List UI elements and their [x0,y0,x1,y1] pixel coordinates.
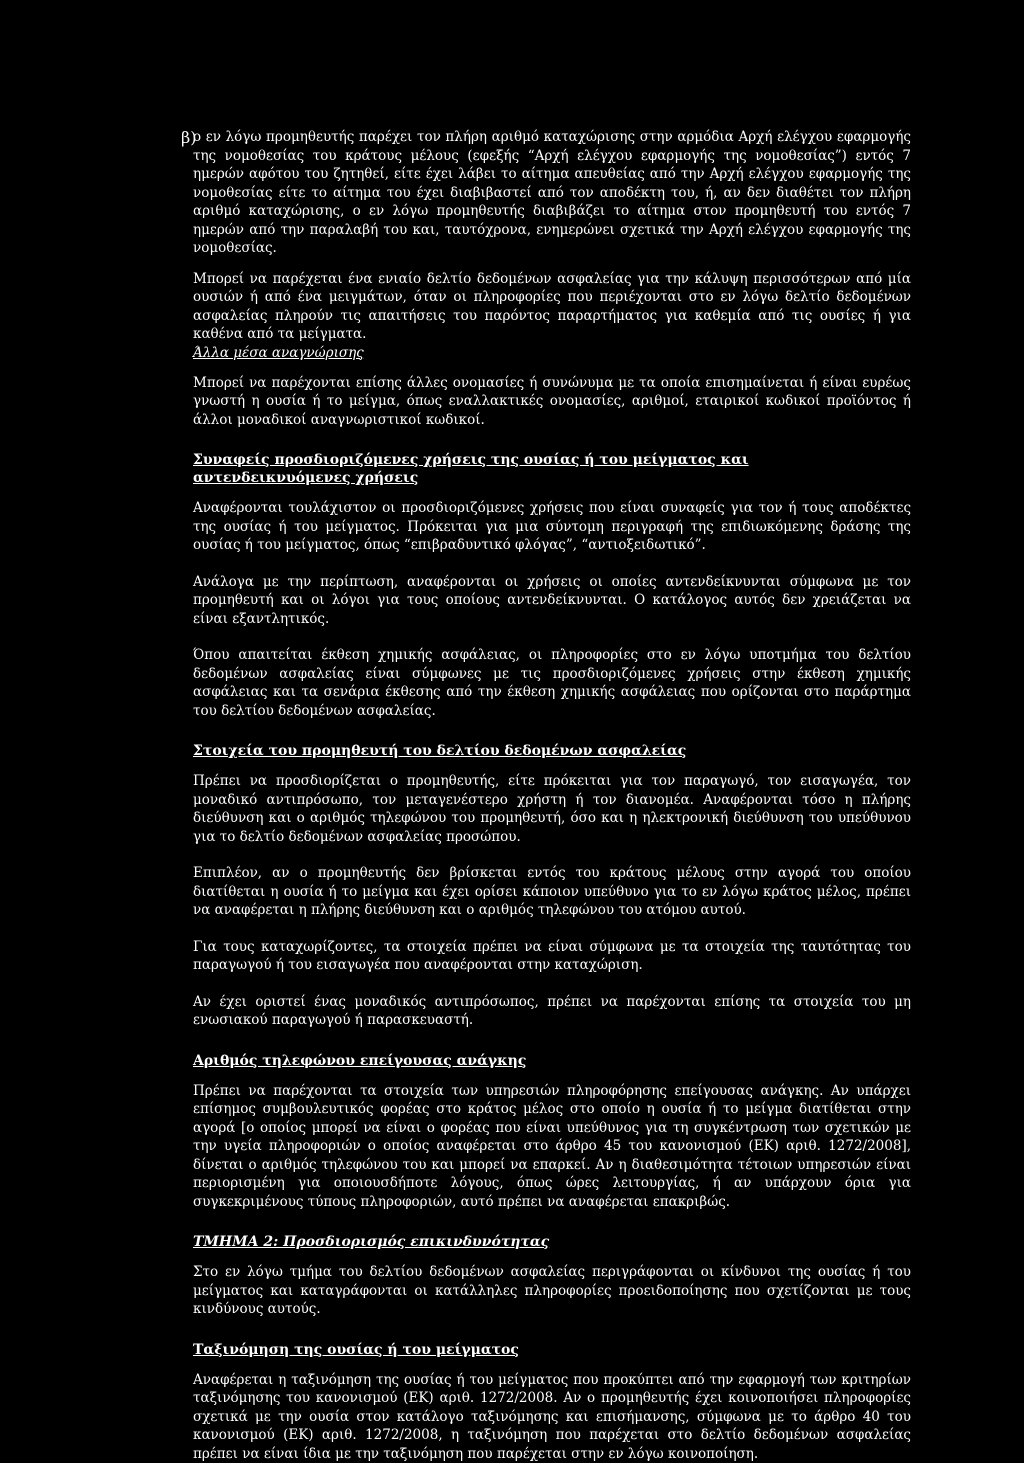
supplier-details-paragraph: Επιπλέον, αν ο προμηθευτής δεν βρίσκεται εντός του κράτους μέλους στην αγορά του οποίου διατίθεται η ουσία ή το μείγμα και έχει ορίσει κάποιον υπεύθυνο για το εν λόγω κράτος μέλος, πρέπει να αναφέρεται η πλήρης διεύθυνση και ο αριθμός τηλεφώνου του ατόμου αυτού. [193,864,911,920]
document-page [193,128,911,1463]
other-means-heading: Άλλα μέσα αναγνώρισης [193,344,911,362]
list-item-b [181,128,911,258]
supplier-details-paragraph: Πρέπει να προσδιορίζεται ο προμηθευτής, είτε πρόκειται για τον παραγωγό, τον εισαγωγέα, τον μοναδικό αντιπρόσωπο, τον μεταγενέστερο χρήστη ή τον διανομέα. Αναφέρονται τόσο η πλήρης διεύθυνση και ο αριθμός τηλεφώνου του προμηθευτή, όσο και η ηλεκτρονική διεύθυνση του υπεύθυνου για το δελτίο δεδομένων ασφαλείας προσώπου. [193,772,911,846]
supplier-details-paragraph: Για τους καταχωρίζοντες, τα στοιχεία πρέπει να είναι σύμφωνα με τα στοιχεία της ταυτότητας του παραγωγού ή του εισαγωγέα που αναφέρονται στην καταχώριση. [193,938,911,975]
emergency-phone-heading: Αριθμός τηλεφώνου επείγουσας ανάγκης [193,1052,911,1070]
relevant-uses-paragraph: Αναφέρονται τουλάχιστον οι προσδιοριζόμενες χρήσεις που είναι συναφείς για τον ή τους αποδέκτες της ουσίας ή του μείγματος. Πρόκειται για μια σύντομη περιγραφή της επιδιωκόμενης δράσης της ουσίας ή του μείγματος, όπως “επιβραδυντικό φλόγας”, “αντιοξειδωτικό”. [193,499,911,555]
relevant-uses-paragraph: Ανάλογα με την περίπτωση, αναφέρονται οι χρήσεις οι οποίες αντενδείκνυνται σύμφωνα με τον προμηθευτή και οι λόγοι για τους οποίους αντενδείκνυνται. Ο κατάλογος αυτός δεν χρειάζεται να είναι εξαντλητικός. [193,573,911,629]
classification-heading: Ταξινόμηση της ουσίας ή του μείγματος [193,1341,911,1359]
section-2-paragraph: Στο εν λόγω τμήμα του δελτίου δεδομένων ασφαλείας περιγράφονται οι κίνδυνοι της ουσίας ή του μείγματος και καταγράφονται οι κατάλληλες πληροφορίες προειδοποίησης που σχετίζονται με τους κινδύνους αυτούς. [193,1263,911,1319]
list-item-text: ο εν λόγω προμηθευτής παρέχει τον πλήρη αριθμό καταχώρισης στην αρμόδια Αρχή ελέγχου εφαρμογής της νομοθεσίας του κράτους μέλους (εφεξής “Αρχή ελέγχου εφαρμογής της νομοθεσίας”) εντός 7 ημερών αφότου του ζητηθεί, είτε έχει λάβει το αίτημα απευθείας από την Αρχή ελέγχου εφαρμογής της νομοθεσίας είτε το αίτημα του έχει διαβιβαστεί από τον αποδέκτη του, ή, αν δεν διαθέτει τον πλήρη αριθμό καταχώρισης, ο εν λόγω προμηθευτής διαβιβάζει το αίτημα στον προμηθευτή του εντός 7 ημερών από την παραλαβή του και, ταυτόχρονα, ενημερώνει σχετικά την Αρχή ελέγχου εφαρμογής της νομοθεσίας. [193,128,911,258]
relevant-uses-heading: Συναφείς προσδιοριζόμενες χρήσεις της ουσίας ή του μείγματος και αντενδεικνυόμενες χρήσεις [193,451,911,487]
emergency-phone-paragraph: Πρέπει να παρέχονται τα στοιχεία των υπηρεσιών πληροφόρησης επείγουσας ανάγκης. Αν υπάρχει επίσημος συμβουλευτικός φορέας στο κράτος μέλος στο οποίο η ουσία ή το μείγμα διατίθεται στην αγορά [ο οποίος μπορεί να είναι ο φορέας που είναι υπεύθυνος για τη συγκέντρωση των σχετικών με την υγεία πληροφοριών ο οποίος αναφέρεται στο άρθρο 45 του κανονισμού (ΕΚ) αριθ. 1272/2008], δίνεται ο αριθμός τηλεφώνου του και μπορεί να επαρκεί. Αν η διαθεσιμότητα τέτοιων υπηρεσιών είναι περιορισμένη για οποιουσδήποτε λόγους, όπως ώρες λειτουργίας, ή αν υπάρχουν όρια για συγκεκριμένους τύπους πληροφοριών, αυτό πρέπει να αναφέρεται επακριβώς. [193,1082,911,1212]
single-sheet-paragraph: Μπορεί να παρέχεται ένα ενιαίο δελτίο δεδομένων ασφαλείας για την κάλυψη περισσότερων από μία ουσιών ή από ένα μειγμάτων, όταν οι πληροφορίες που περιέχονται στο εν λόγω δελτίο δεδομένων ασφαλείας πληρούν τις απαιτήσεις του παρόντος παραρτήματος για καθεμία από τις ουσίες ή για καθένα από τα μείγματα. [193,270,911,344]
relevant-uses-paragraph: Όπου απαιτείται έκθεση χημικής ασφάλειας, οι πληροφορίες στο εν λόγω υποτμήμα του δελτίου δεδομένων ασφαλείας είναι σύμφωνες με τις προσδιοριζόμενες χρήσεις στην έκθεση χημικής ασφάλειας και τα σενάρια έκθεσης από την έκθεση χημικής ασφάλειας που ορίζονται στο παράρτημα του δελτίου δεδομένων ασφαλείας. [193,646,911,720]
supplier-details-paragraph: Αν έχει οριστεί ένας μοναδικός αντιπρόσωπος, πρέπει να παρέχονται επίσης τα στοιχεία του μη ενωσιακού παραγωγού ή παρασκευαστή. [193,993,911,1030]
section-2-heading: ΤΜΗΜΑ 2: Προσδιορισμός επικινδυνότητας [193,1233,911,1251]
list-marker: β) [181,128,193,258]
supplier-details-heading: Στοιχεία του προμηθευτή του δελτίου δεδομένων ασφαλείας [193,742,911,760]
classification-paragraph: Αναφέρεται η ταξινόμηση της ουσίας ή του μείγματος που προκύπτει από την εφαρμογή των κριτηρίων ταξινόμησης του κανονισμού (ΕΚ) αριθ. 1272/2008. Αν ο προμηθευτής έχει κοινοποιήσει πληροφορίες σχετικά με την ουσία στον κατάλογο ταξινόμησης και επισήμανσης, σύμφωνα με το άρθρο 40 του κανονισμού (ΕΚ) αριθ. 1272/2008, η ταξινόμηση που παρέχεται στο δελτίο δεδομένων ασφαλείας πρέπει να είναι ίδια με την ταξινόμηση που παρέχεται στην εν λόγω κοινοποίηση. [193,1371,911,1463]
other-means-paragraph: Μπορεί να παρέχονται επίσης άλλες ονομασίες ή συνώνυμα με τα οποία επισημαίνεται ή είναι ευρέως γνωστή η ουσία ή το μείγμα, όπως εναλλακτικές ονομασίες, αριθμοί, εταιρικοί κωδικοί προϊόντος ή άλλοι μοναδικοί αναγνωριστικοί κωδικοί. [193,374,911,430]
